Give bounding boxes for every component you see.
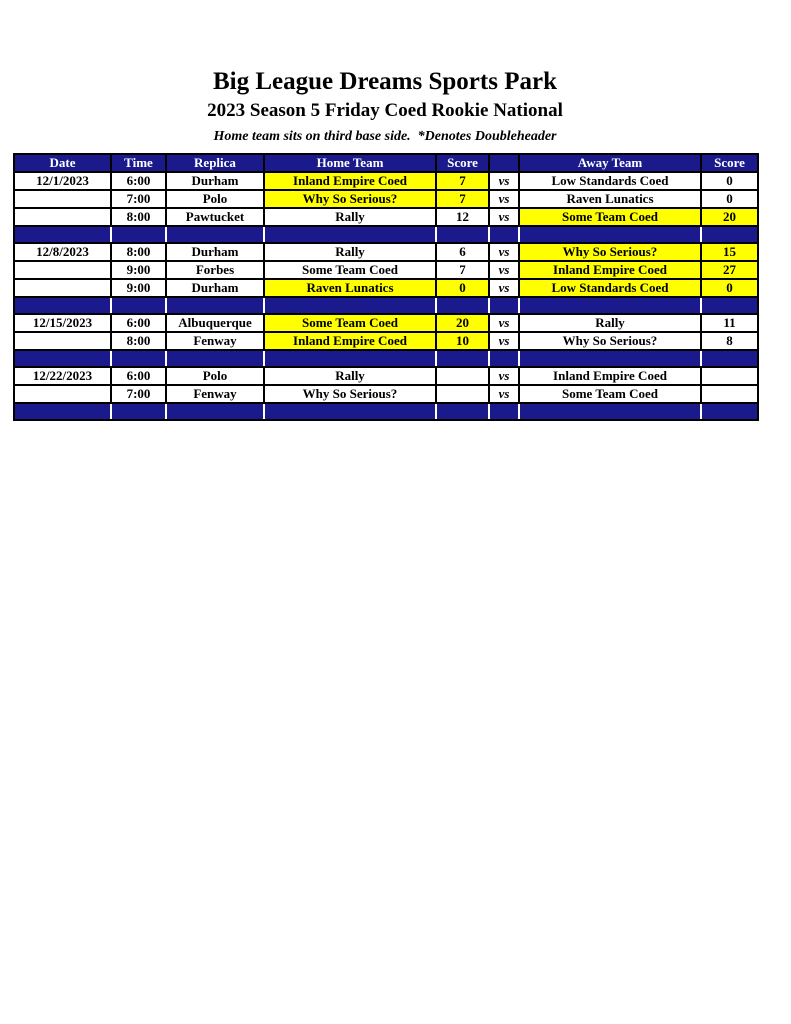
date-cell: 12/1/2023 — [14, 172, 111, 190]
col-header-away-team: Away Team — [519, 154, 701, 172]
away-team-cell: Why So Serious? — [519, 332, 701, 350]
home-score-cell — [436, 385, 489, 403]
home-score-cell: 0 — [436, 279, 489, 297]
game-row — [14, 172, 758, 190]
away-team-cell: Some Team Coed — [519, 385, 701, 403]
home-score-cell: 7 — [436, 190, 489, 208]
col-header-time: Time — [111, 154, 166, 172]
replica-cell: Durham — [166, 172, 264, 190]
date-cell — [14, 190, 111, 208]
vs-cell: vs — [489, 172, 519, 190]
time-cell: 6:00 — [111, 172, 166, 190]
away-team-cell: Raven Lunatics — [519, 190, 701, 208]
vs-cell: vs — [489, 190, 519, 208]
home-team-cell: Raven Lunatics — [264, 279, 436, 297]
time-cell: 6:00 — [111, 367, 166, 385]
home-score-cell: 20 — [436, 314, 489, 332]
away-score-cell: 11 — [701, 314, 758, 332]
vs-cell: vs — [489, 279, 519, 297]
game-row — [14, 261, 758, 279]
col-header-away-score: Score — [701, 154, 758, 172]
date-cell: 12/15/2023 — [14, 314, 111, 332]
date-cell — [14, 279, 111, 297]
home-team-cell: Why So Serious? — [264, 385, 436, 403]
away-score-cell: 15 — [701, 243, 758, 261]
home-score-cell: 12 — [436, 208, 489, 226]
game-row — [14, 367, 758, 385]
game-row — [14, 385, 758, 403]
away-score-cell — [701, 385, 758, 403]
col-header-home-score: Score — [436, 154, 489, 172]
col-header-home-team: Home Team — [264, 154, 436, 172]
home-team-cell: Some Team Coed — [264, 314, 436, 332]
time-cell: 9:00 — [111, 279, 166, 297]
replica-cell: Polo — [166, 190, 264, 208]
schedule-table — [13, 153, 759, 421]
time-cell: 9:00 — [111, 261, 166, 279]
away-team-cell: Some Team Coed — [519, 208, 701, 226]
col-header-date: Date — [14, 154, 111, 172]
replica-cell: Polo — [166, 367, 264, 385]
replica-cell: Durham — [166, 279, 264, 297]
game-row — [14, 190, 758, 208]
away-score-cell: 20 — [701, 208, 758, 226]
game-row — [14, 208, 758, 226]
date-cell: 12/22/2023 — [14, 367, 111, 385]
separator-row — [14, 226, 758, 243]
time-cell: 8:00 — [111, 208, 166, 226]
home-team-cell: Rally — [264, 208, 436, 226]
home-score-cell: 7 — [436, 261, 489, 279]
away-team-cell: Inland Empire Coed — [519, 367, 701, 385]
date-cell — [14, 385, 111, 403]
game-row — [14, 314, 758, 332]
replica-cell: Fenway — [166, 332, 264, 350]
away-team-cell: Rally — [519, 314, 701, 332]
page-note: Home team sits on third base side. *Denotes Doubleheader — [213, 129, 557, 144]
home-team-cell: Inland Empire Coed — [264, 172, 436, 190]
home-score-cell: 7 — [436, 172, 489, 190]
away-team-cell: Low Standards Coed — [519, 279, 701, 297]
vs-cell: vs — [489, 385, 519, 403]
col-header-vs — [489, 154, 519, 172]
replica-cell: Forbes — [166, 261, 264, 279]
col-header-replica: Replica — [166, 154, 264, 172]
time-cell: 6:00 — [111, 314, 166, 332]
page-header — [13, 0, 757, 146]
separator-row — [14, 350, 758, 367]
home-score-cell: 10 — [436, 332, 489, 350]
away-score-cell: 0 — [701, 172, 758, 190]
replica-cell: Durham — [166, 243, 264, 261]
home-team-cell: Why So Serious? — [264, 190, 436, 208]
away-score-cell: 0 — [701, 279, 758, 297]
away-team-cell: Inland Empire Coed — [519, 261, 701, 279]
home-score-cell: 6 — [436, 243, 489, 261]
time-cell: 8:00 — [111, 243, 166, 261]
vs-cell: vs — [489, 332, 519, 350]
away-team-cell: Why So Serious? — [519, 243, 701, 261]
away-team-cell: Low Standards Coed — [519, 172, 701, 190]
separator-row — [14, 297, 758, 314]
time-cell: 7:00 — [111, 385, 166, 403]
home-team-cell: Some Team Coed — [264, 261, 436, 279]
game-row — [14, 243, 758, 261]
game-row — [14, 279, 758, 297]
replica-cell: Pawtucket — [166, 208, 264, 226]
replica-cell: Albuquerque — [166, 314, 264, 332]
away-score-cell — [701, 367, 758, 385]
date-cell — [14, 261, 111, 279]
home-team-cell: Rally — [264, 367, 436, 385]
vs-cell: vs — [489, 243, 519, 261]
home-score-cell — [436, 367, 489, 385]
time-cell: 7:00 — [111, 190, 166, 208]
date-cell: 12/8/2023 — [14, 243, 111, 261]
page-title: Big League Dreams Sports Park — [213, 68, 557, 95]
replica-cell: Fenway — [166, 385, 264, 403]
away-score-cell: 27 — [701, 261, 758, 279]
game-row — [14, 332, 758, 350]
away-score-cell: 0 — [701, 190, 758, 208]
date-cell — [14, 332, 111, 350]
table-header-row — [14, 154, 758, 172]
home-team-cell: Inland Empire Coed — [264, 332, 436, 350]
home-team-cell: Rally — [264, 243, 436, 261]
vs-cell: vs — [489, 208, 519, 226]
time-cell: 8:00 — [111, 332, 166, 350]
vs-cell: vs — [489, 314, 519, 332]
date-cell — [14, 208, 111, 226]
separator-row — [14, 403, 758, 420]
away-score-cell: 8 — [701, 332, 758, 350]
page-subtitle: 2023 Season 5 Friday Coed Rookie National — [207, 100, 563, 121]
vs-cell: vs — [489, 261, 519, 279]
vs-cell: vs — [489, 367, 519, 385]
